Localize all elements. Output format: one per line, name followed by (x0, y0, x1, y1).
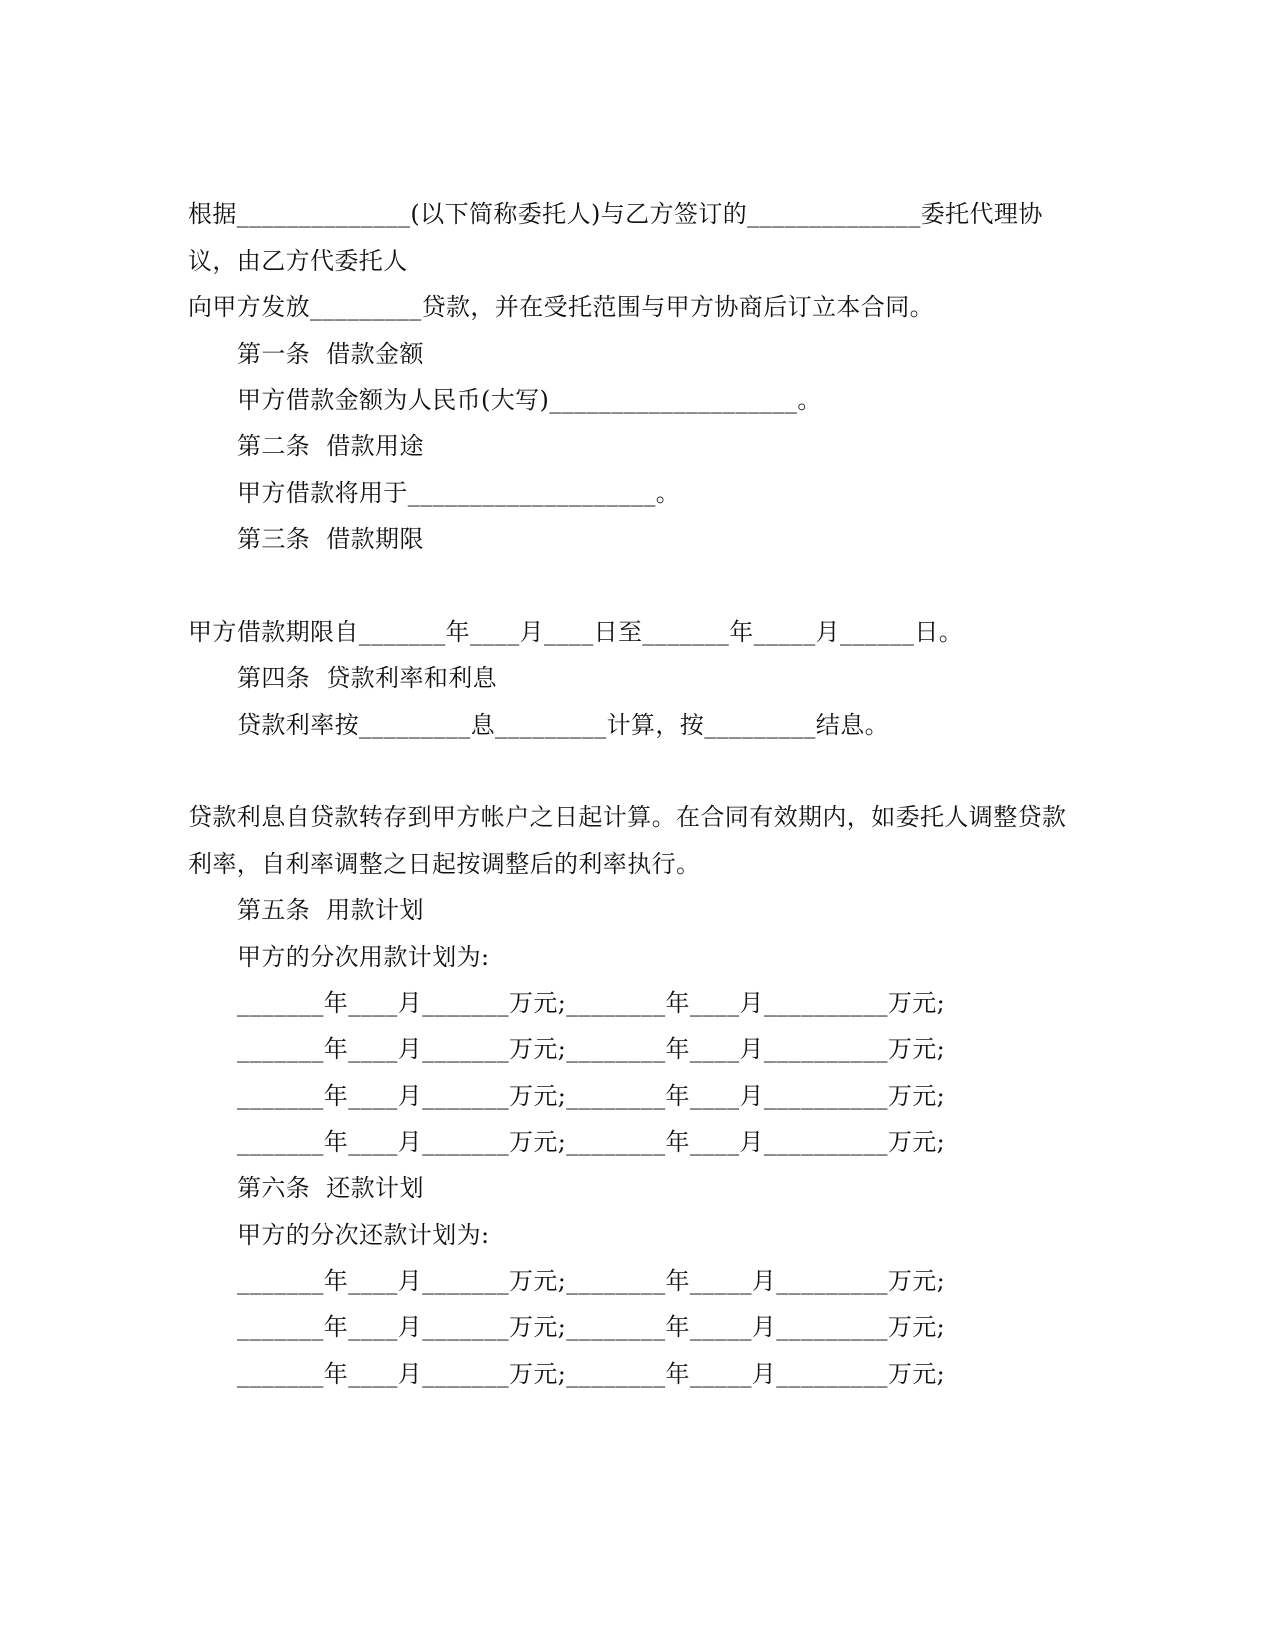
article-3-text: 甲方借款期限自_______年____月____日至_______年_____月______日。 (188, 618, 964, 646)
repayment-plan-row: _______年____月_______万元;________年_____月_________万元; (237, 1313, 946, 1341)
article-6-heading: 第六条 还款计划 (237, 1174, 424, 1202)
article-5-text: 甲方的分次用款计划为: (237, 943, 490, 971)
article-1-heading: 第一条 借款金额 (237, 340, 424, 368)
usage-plan-row: _______年____月_______万元;________年____月__________万元; (237, 1128, 946, 1156)
article-5-heading: 第五条 用款计划 (237, 896, 424, 924)
article-4-note-line-1: 贷款利息自贷款转存到甲方帐户之日起计算。在合同有效期内，如委托人调整贷款 (188, 803, 1067, 831)
repayment-plan-row: _______年____月_______万元;________年_____月_________万元; (237, 1360, 946, 1388)
usage-plan-row: _______年____月_______万元;________年____月__________万元; (237, 1035, 946, 1063)
intro-line-1: 根据______________(以下简称委托人)与乙方签订的______________委托代理协 (188, 200, 1043, 228)
article-1-text: 甲方借款金额为人民币(大写)____________________。 (237, 386, 822, 414)
article-2-text: 甲方借款将用于____________________。 (237, 479, 681, 507)
article-6-text: 甲方的分次还款计划为: (237, 1221, 490, 1249)
article-3-heading: 第三条 借款期限 (237, 525, 424, 553)
article-4-heading: 第四条 贷款利率和利息 (237, 664, 498, 692)
usage-plan-row: _______年____月_______万元;________年____月__________万元; (237, 989, 946, 1017)
article-4-text: 贷款利率按_________息_________计算，按_________结息。 (237, 711, 889, 739)
repayment-plan-row: _______年____月_______万元;________年_____月_________万元; (237, 1267, 946, 1295)
intro-line-3: 向甲方发放_________贷款，并在受托范围与甲方协商后订立本合同。 (188, 293, 934, 321)
article-4-note-line-2: 利率，自利率调整之日起按调整后的利率执行。 (188, 850, 701, 878)
usage-plan-row: _______年____月_______万元;________年____月__________万元; (237, 1082, 946, 1110)
article-2-heading: 第二条 借款用途 (237, 432, 424, 460)
intro-line-2: 议，由乙方代委托人 (188, 247, 408, 275)
